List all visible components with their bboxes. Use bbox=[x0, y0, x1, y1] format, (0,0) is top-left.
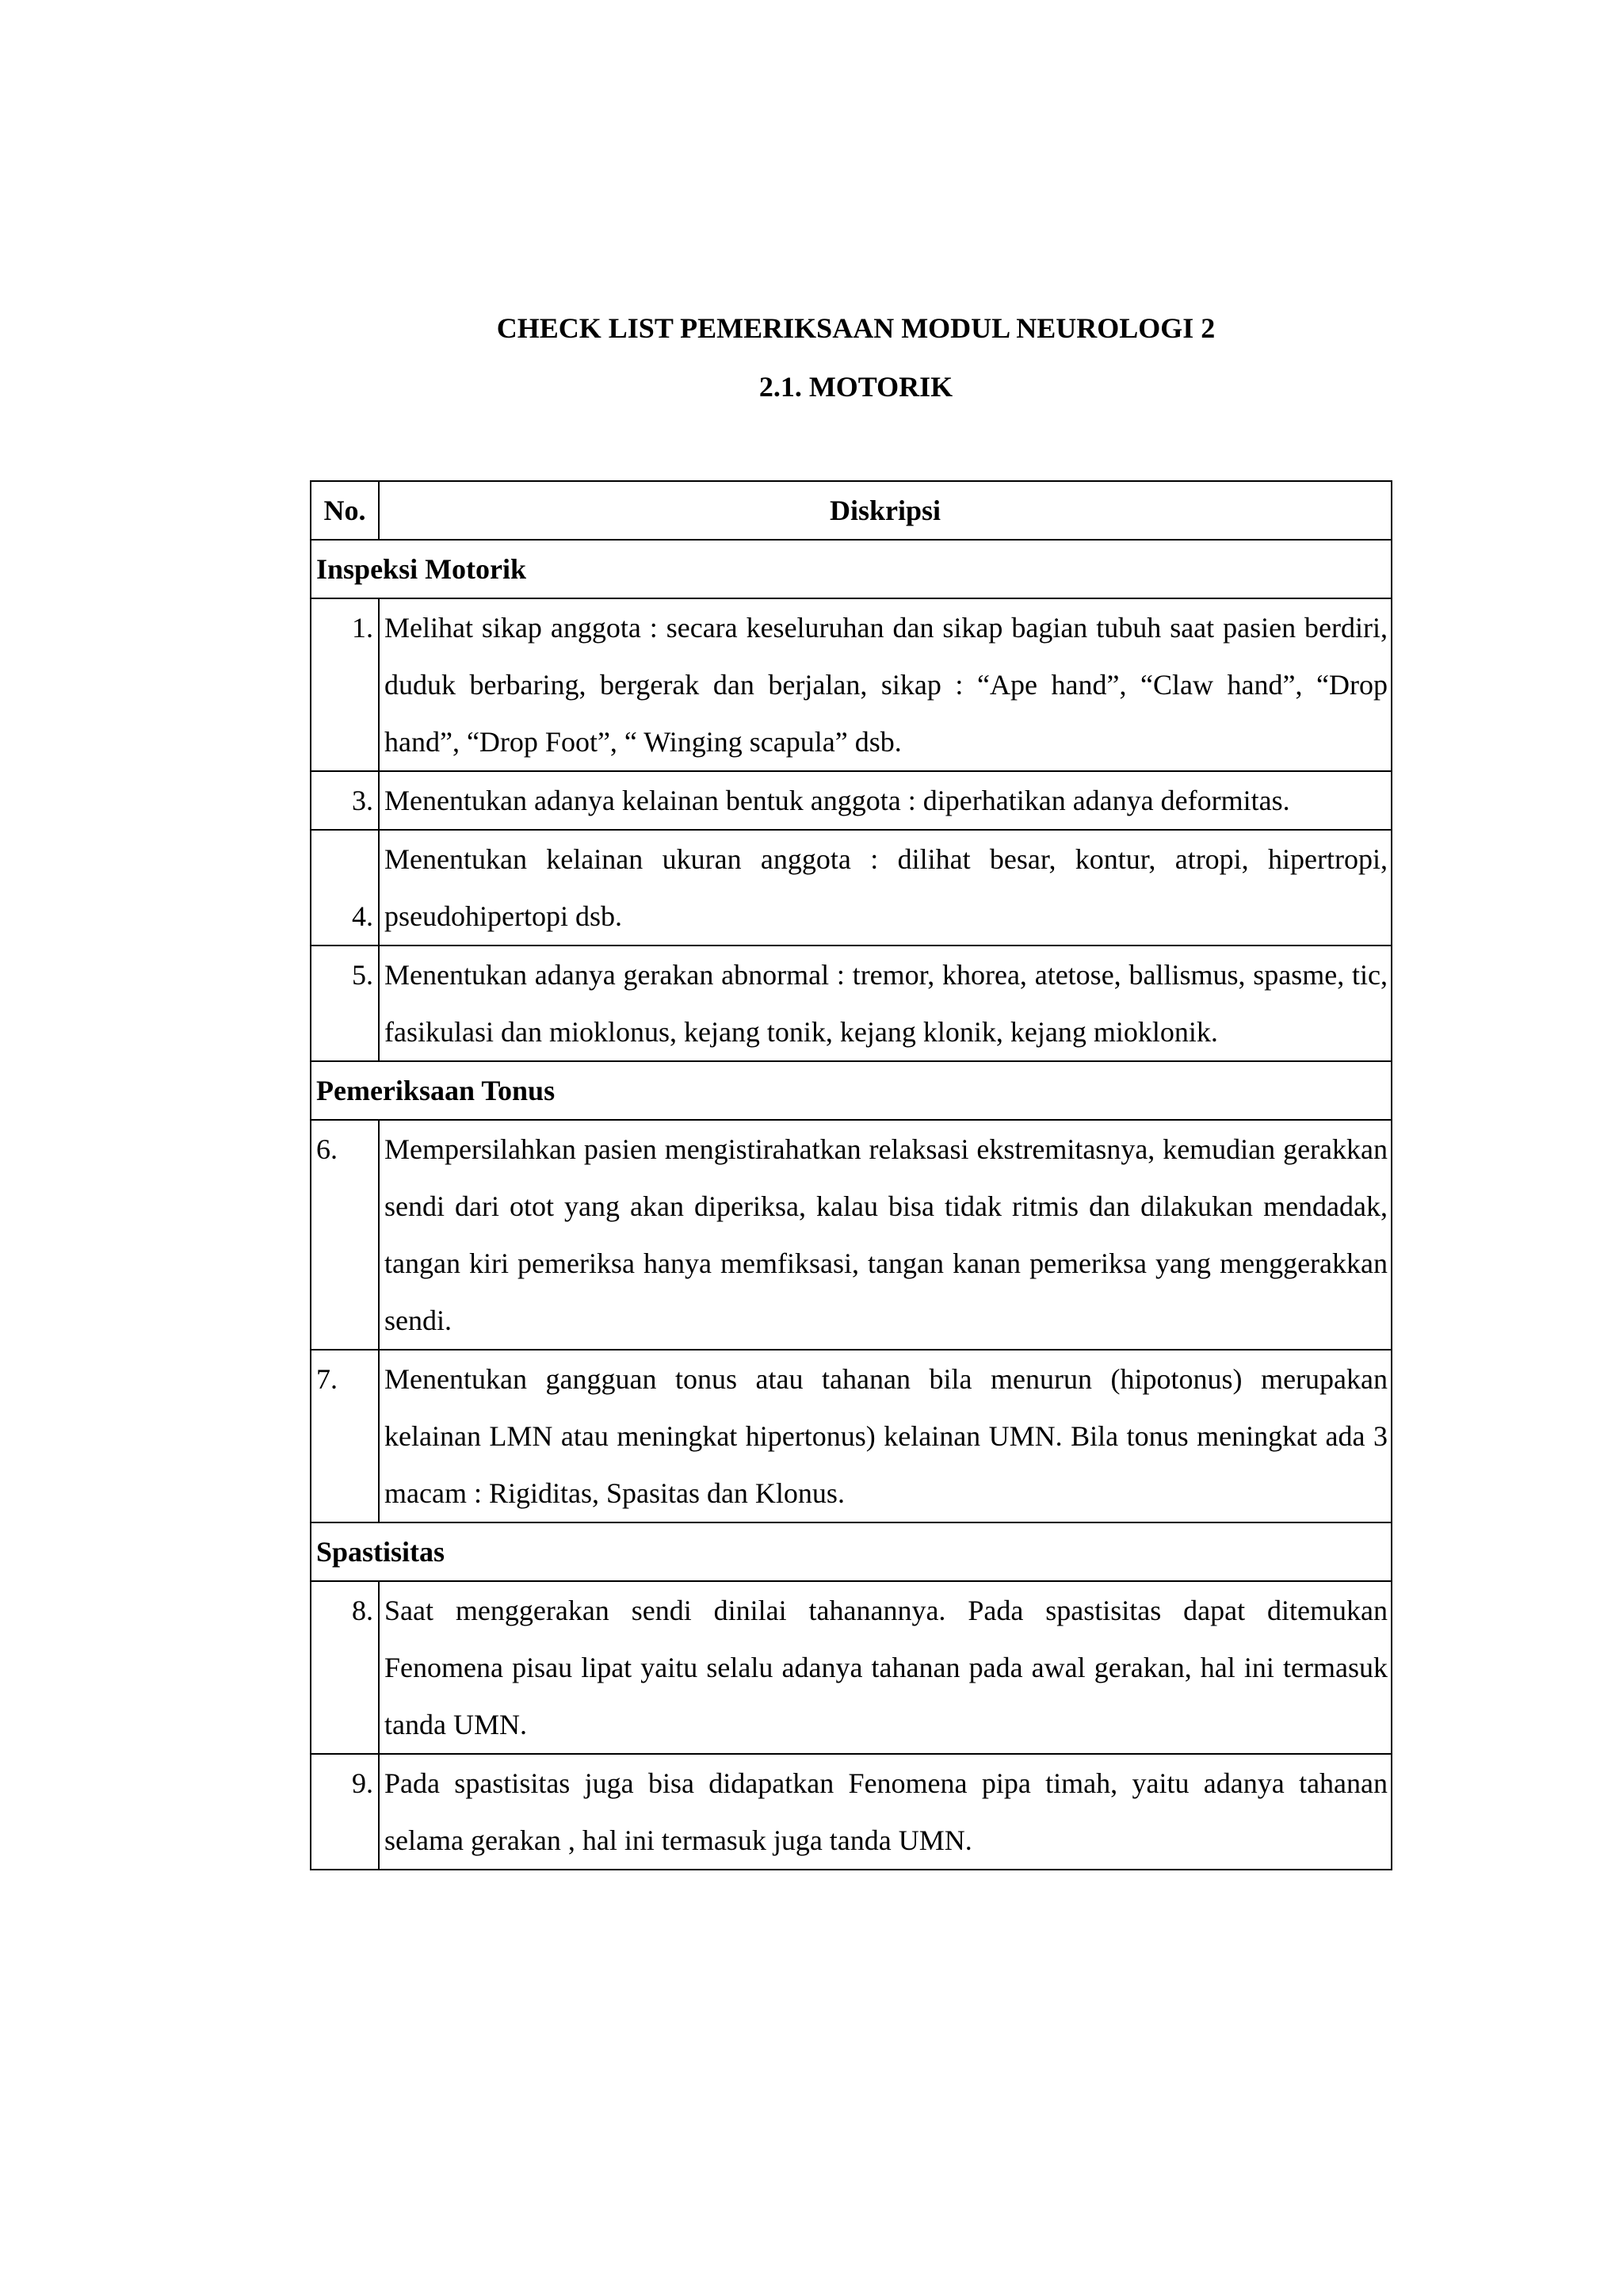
table-row bbox=[311, 598, 1392, 771]
table-row bbox=[311, 830, 1392, 946]
row-number: 9. bbox=[311, 1754, 379, 1870]
table-row bbox=[311, 1120, 1392, 1350]
section-row bbox=[311, 540, 1392, 598]
table-row bbox=[311, 771, 1392, 830]
table-row bbox=[311, 1350, 1392, 1522]
row-number: 4. bbox=[311, 830, 379, 946]
row-description: Menentukan adanya kelainan bentuk anggota : diperhatikan adanya deformitas. bbox=[379, 771, 1392, 830]
row-number: 5. bbox=[311, 946, 379, 1061]
table-header-row bbox=[311, 481, 1392, 540]
row-description: Menentukan gangguan tonus atau tahanan bila menurun (hipotonus) merupakan kelainan LMN atau meningkat hipertonus) kelainan UMN. Bila tonus meningkat ada 3 macam : Rigiditas, Spasitas dan Klonus. bbox=[379, 1350, 1392, 1522]
row-description: Melihat sikap anggota : secara keseluruhan dan sikap bagian tubuh saat pasien berdiri, duduk berbaring, bergerak dan berjalan, sikap : “Ape hand”, “Claw hand”, “Drop hand”, “Drop Foot”, “ Winging scapula” dsb. bbox=[379, 598, 1392, 771]
column-header-no: No. bbox=[311, 481, 379, 540]
row-description: Menentukan kelainan ukuran anggota : dilihat besar, kontur, atropi, hipertropi, pseudohipertopi dsb. bbox=[379, 830, 1392, 946]
section-title: Inspeksi Motorik bbox=[311, 540, 1392, 598]
section-row bbox=[311, 1061, 1392, 1120]
column-header-description: Diskripsi bbox=[379, 481, 1392, 540]
row-description: Saat menggerakan sendi dinilai tahanannya. Pada spastisitas dapat ditemukan Fenomena pisau lipat yaitu selalu adanya tahanan pada awal gerakan, hal ini termasuk tanda UMN. bbox=[379, 1581, 1392, 1754]
table-row bbox=[311, 1754, 1392, 1870]
section-row bbox=[311, 1522, 1392, 1581]
table-row bbox=[311, 1581, 1392, 1754]
row-number: 6. bbox=[311, 1120, 379, 1350]
row-description: Mempersilahkan pasien mengistirahatkan relaksasi ekstremitasnya, kemudian gerakkan sendi dari otot yang akan diperiksa, kalau bisa tidak ritmis dan dilakukan mendadak, tangan kiri pemeriksa hanya memfiksasi, tangan kanan pemeriksa yang menggerakkan sendi. bbox=[379, 1120, 1392, 1350]
row-number: 7. bbox=[311, 1350, 379, 1522]
table-row bbox=[311, 946, 1392, 1061]
page-subtitle: 2.1. MOTORIK bbox=[758, 371, 953, 403]
page-title: CHECK LIST PEMERIKSAAN MODUL NEUROLOGI 2 bbox=[496, 312, 1216, 344]
checklist-table bbox=[310, 480, 1392, 1870]
row-description: Menentukan adanya gerakan abnormal : tremor, khorea, atetose, ballismus, spasme, tic, fasikulasi dan mioklonus, kejang tonik, kejang klonik, kejang mioklonik. bbox=[379, 946, 1392, 1061]
row-number: 1. bbox=[311, 598, 379, 771]
row-number: 3. bbox=[311, 771, 379, 830]
row-number: 8. bbox=[311, 1581, 379, 1754]
section-title: Spastisitas bbox=[311, 1522, 1392, 1581]
row-description: Pada spastisitas juga bisa didapatkan Fenomena pipa timah, yaitu adanya tahanan selama gerakan , hal ini termasuk juga tanda UMN. bbox=[379, 1754, 1392, 1870]
section-title: Pemeriksaan Tonus bbox=[311, 1061, 1392, 1120]
